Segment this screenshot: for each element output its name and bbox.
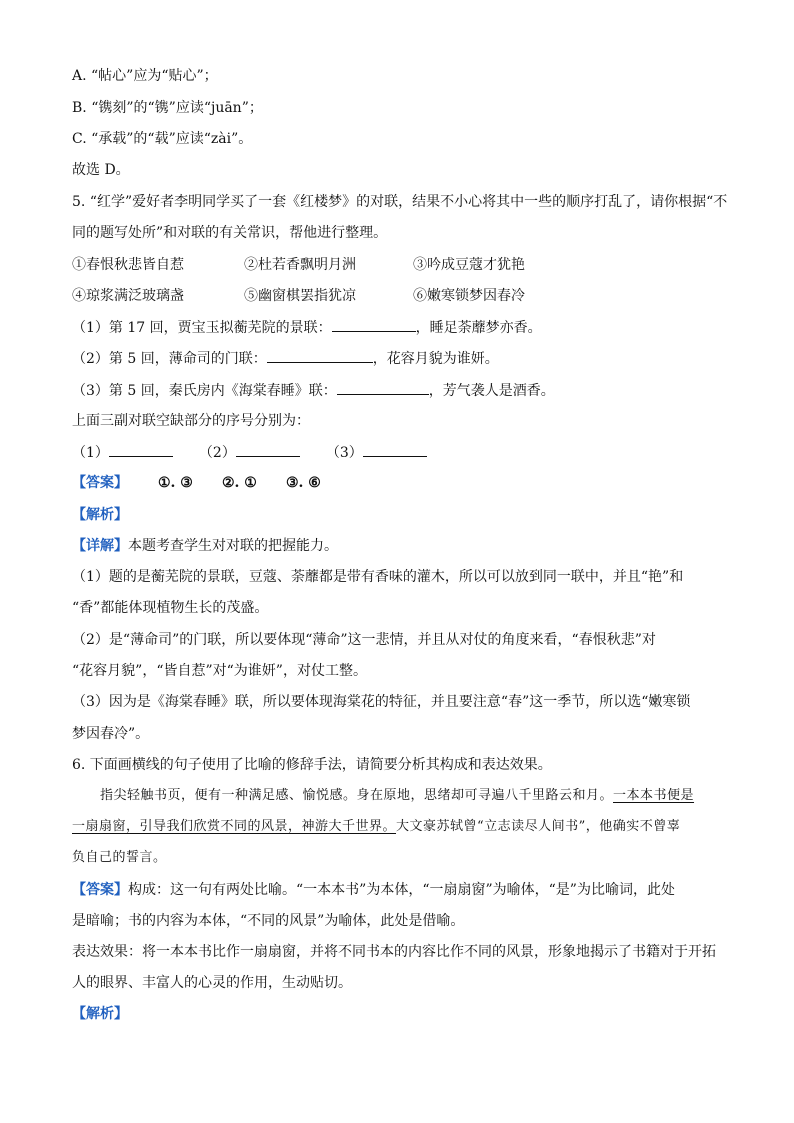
q5-exp2-line2: “花容月貌”，“皆自惹”对“为谁妍”，对仗工整。 [72, 663, 367, 679]
analysis-label: 【解析】 [72, 1006, 128, 1022]
q5-option-2: ②杜若香飘明月洲 [244, 257, 356, 273]
q5-option-6: ⑥嫩寒锁梦因春冷 [413, 288, 525, 304]
answer-blank [332, 317, 416, 332]
q5-option-1: ①春恨秋悲皆自惹 [72, 257, 184, 273]
answer-blank [267, 348, 373, 363]
q5-sub2: （2）第 5 回，薄命司的门联： ，花容月貌为谁妍。 [72, 348, 499, 369]
answer-item-3: ③. ⑥ [286, 475, 321, 491]
analysis-label: 【解析】 [72, 507, 128, 523]
choice-line: 故选 D。 [72, 162, 130, 178]
answer-blank [109, 442, 173, 457]
q5-blanks-row: （1） （2） （3） [72, 442, 427, 463]
q6-answer-line3: 表达效果：将一本本书比作一扇扇窗，并将不同书本的内容比作不同的风景，形象地揭示了书籍对于开拓 [72, 944, 716, 960]
q6-stem: 6. 下面画横线的句子使用了比喻的修辞手法，请简要分析其构成和表达效果。 [72, 757, 552, 773]
q6-passage-line3: 负自己的誓言。 [72, 850, 167, 865]
q5-detail-intro: 【详解】本题考查学生对对联的把握能力。 [72, 538, 338, 554]
q5-answer-row [72, 473, 321, 493]
q5-exp2-line1: （2）是“薄命司”的门联，所以要体现“薄命”这一悲情，并且从对仗的角度来看，“春恨秋悲”对 [72, 632, 656, 648]
option-c: C. “承载”的“载”应读“zài”。 [72, 131, 253, 147]
q5-stem-line1: 5. “红学”爱好者李明同学买了一套《红楼梦》的对联，结果不小心将其中一些的顺序打乱了，请你根据“不 [72, 194, 728, 210]
q5-options-row1 [72, 255, 525, 275]
q5-option-5: ⑤幽窗棋罢指犹凉 [244, 288, 356, 304]
answer-blank [363, 442, 427, 457]
answer-label: 【答案】 [72, 882, 128, 898]
q6-answer-line4: 人的眼界、丰富人的心灵的作用，生动贴切。 [72, 975, 352, 991]
option-a: A. “帖心”应为“贴心”； [72, 68, 218, 84]
q5-exp1-line1: （1）题的是蘅芜院的景联，豆蔻、荼蘼都是带有香味的灌木，所以可以放到同一联中，并且“艳”和 [72, 569, 684, 585]
q5-option-4: ④琼浆满泛玻璃盏 [72, 288, 184, 304]
q5-options-row2 [72, 286, 525, 306]
q5-sub3: （3）第 5 回，秦氏房内《海棠春睡》联： ，芳气袭人是酒香。 [72, 380, 555, 401]
answer-label: 【答案】 [72, 475, 128, 491]
answer-item-2: ②. ① [222, 475, 257, 491]
q5-stem-line2: 同的题写处所”和对联的有关常识，帮他进行整理。 [72, 225, 388, 241]
q5-ask: 上面三副对联空缺部分的序号分别为： [72, 413, 310, 429]
answer-item-1: ①. ③ [158, 475, 193, 491]
option-b: B. “镌刻”的“镌”应读“juān”； [72, 100, 263, 116]
detail-label: 【详解】 [72, 538, 128, 554]
answer-blank [337, 380, 429, 395]
q5-exp3-line2: 梦因春冷”。 [72, 726, 150, 742]
q5-sub1: （1）第 17 回，贾宝玉拟蘅芜院的景联： ，睡足荼蘼梦亦香。 [72, 317, 542, 338]
q6-answer-line1: 【答案】构成：这一句有两处比喻。“一本本书”为本体，“一扇扇窗”为喻体，“是”为比喻词，此处 [72, 882, 675, 898]
q6-passage-line1: 指尖轻触书页，便有一种满足感、愉悦感。身在原地，思绪却可寻遍八千里路云和月。一本本书便是 [100, 788, 695, 803]
q5-option-3: ③吟成豆蔻才犹艳 [413, 257, 525, 273]
answer-blank [236, 442, 300, 457]
q5-exp1-line2: “香”都能体现植物生长的茂盛。 [72, 600, 269, 616]
q6-passage-line2: 一扇扇窗，引导我们欣赏不同的风景，神游大千世界。大文豪苏轼曾“立志读尽人间书”，他确实不曾辜 [72, 819, 681, 834]
q6-answer-line2: 是暗喻；书的内容为本体，“不同的风景”为喻体，此处是借喻。 [72, 913, 465, 929]
q5-exp3-line1: （3）因为是《海棠春睡》联，所以要体现海棠花的特征，并且要注意“春”这一季节，所以选“嫩寒锁 [72, 694, 691, 710]
